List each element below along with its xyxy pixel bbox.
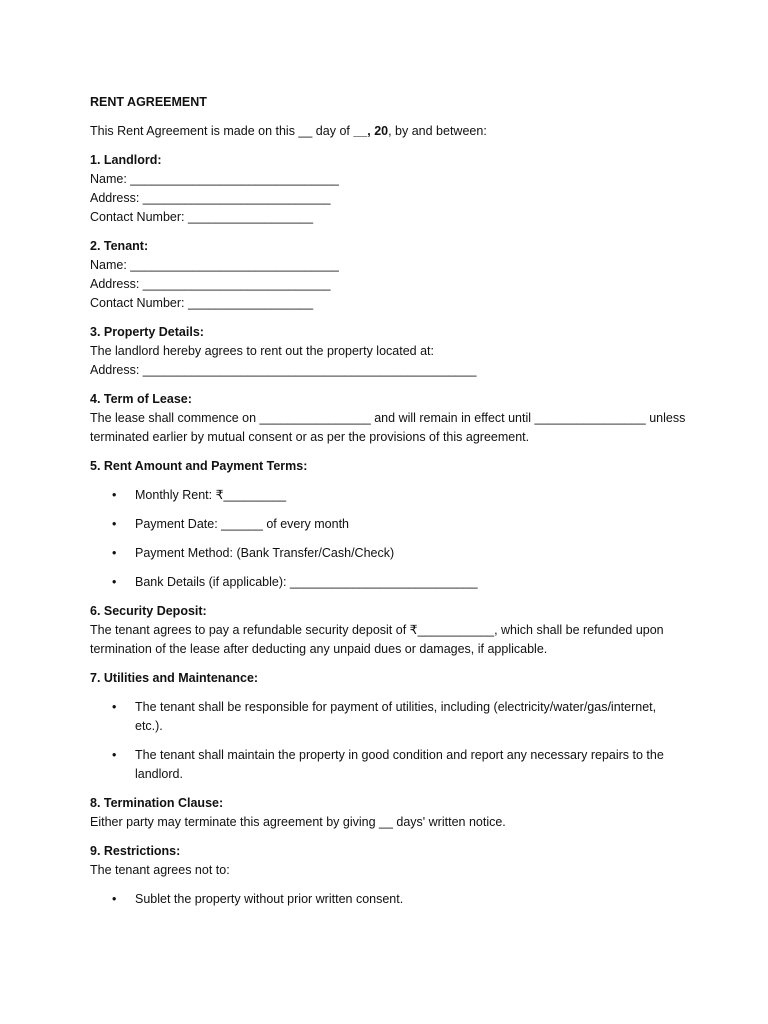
landlord-contact-line: Contact Number: __________________ [90, 210, 314, 224]
rent-list [90, 486, 690, 592]
list-item [90, 544, 685, 563]
tenant-heading: 2. Tenant: [90, 239, 149, 253]
intro-text-end: , by and between: [388, 124, 487, 138]
term-section [90, 390, 690, 447]
bullet-icon: • [112, 546, 117, 560]
rent-section [90, 457, 690, 476]
deposit-heading: 6. Security Deposit: [90, 604, 207, 618]
utilities-section [90, 669, 690, 688]
list-item-text: The tenant shall be responsible for payment of utilities, including (electricity/water/gas/internet, etc.). [135, 700, 657, 733]
termination-section [90, 794, 690, 832]
list-item-text: The tenant shall maintain the property in good condition and report any necessary repairs to the landlord. [135, 748, 664, 781]
list-item [90, 515, 685, 534]
list-item-text: Payment Date: ______ of every month [135, 517, 350, 531]
tenant-section [90, 237, 690, 313]
property-text: The landlord hereby agrees to rent out the property located at: [90, 344, 434, 358]
bullet-icon: • [112, 575, 117, 589]
list-item [90, 746, 685, 784]
list-item-text: Monthly Rent: ₹_________ [135, 488, 287, 502]
landlord-heading: 1. Landlord: [90, 153, 162, 167]
utilities-list [90, 698, 690, 784]
property-section [90, 323, 690, 380]
list-item-text: Payment Method: (Bank Transfer/Cash/Check) [135, 546, 395, 560]
term-text: The lease shall commence on ________________ and will remain in effect until ________________ unless terminated earlier by mutual consent or as per the provisions of this agreement. [90, 411, 686, 444]
list-item [90, 890, 685, 909]
property-heading: 3. Property Details: [90, 325, 204, 339]
termination-heading: 8. Termination Clause: [90, 796, 224, 810]
intro-text-bold: __, 20 [353, 124, 389, 138]
deposit-text: The tenant agrees to pay a refundable security deposit of ₹___________, which shall be refunded upon termination of the lease after deducting any unpaid dues or damages, if applicable. [90, 623, 664, 656]
landlord-address-line: Address: ___________________________ [90, 191, 331, 205]
landlord-name-line: Name: ______________________________ [90, 172, 339, 186]
list-item [90, 486, 685, 505]
list-item [90, 573, 685, 592]
document-page [90, 93, 690, 919]
list-item-text: Bank Details (if applicable): ___________________________ [135, 575, 478, 589]
tenant-contact-line: Contact Number: __________________ [90, 296, 314, 310]
bullet-icon: • [112, 892, 117, 906]
bullet-icon: • [112, 700, 117, 714]
document-title: RENT AGREEMENT [90, 95, 207, 109]
deposit-section [90, 602, 690, 659]
utilities-heading: 7. Utilities and Maintenance: [90, 671, 259, 685]
restrictions-section [90, 842, 690, 880]
restrictions-list [90, 890, 690, 909]
bullet-icon: • [112, 748, 117, 762]
list-item [90, 698, 685, 736]
rent-heading: 5. Rent Amount and Payment Terms: [90, 459, 308, 473]
restrictions-heading: 9. Restrictions: [90, 844, 181, 858]
termination-text: Either party may terminate this agreement by giving __ days' written notice. [90, 815, 506, 829]
property-address-line: Address: ________________________________________________ [90, 363, 477, 377]
list-item-text: Sublet the property without prior written consent. [135, 892, 404, 906]
bullet-icon: • [112, 517, 117, 531]
bullet-icon: • [112, 488, 117, 502]
term-heading: 4. Term of Lease: [90, 392, 192, 406]
intro-text-start: This Rent Agreement is made on this __ day of [90, 124, 354, 138]
tenant-name-line: Name: ______________________________ [90, 258, 339, 272]
intro-paragraph [90, 122, 690, 141]
tenant-address-line: Address: ___________________________ [90, 277, 331, 291]
restrictions-text: The tenant agrees not to: [90, 863, 230, 877]
landlord-section [90, 151, 690, 227]
